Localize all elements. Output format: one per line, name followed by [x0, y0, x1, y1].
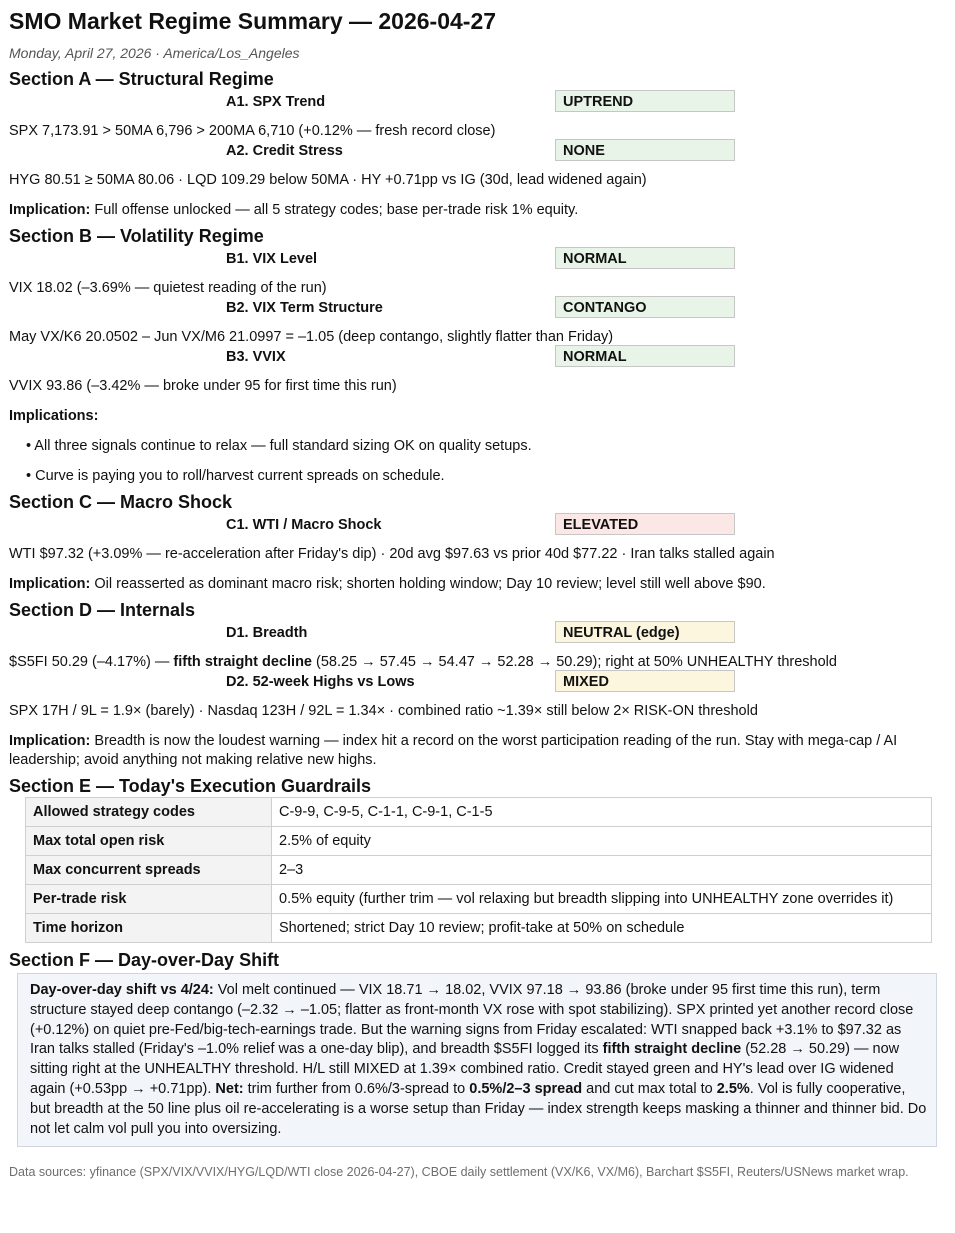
signal-b2-detail: May VX/K6 20.0502 – Jun VX/M6 21.0997 = –1.05 (deep contango, slightly flatter than Friday)	[9, 329, 614, 345]
signal-a2-status-badge: NONE	[555, 139, 735, 161]
section-d-title: Section D — Internals	[9, 600, 196, 620]
signal-a1-status-badge: UPTREND	[555, 90, 735, 112]
signal-a2-label: A2. Credit Stress	[226, 143, 343, 159]
guardrail-value: Shortened; strict Day 10 review; profit-take at 50% on schedule	[272, 914, 932, 943]
guardrail-key: Per-trade risk	[26, 885, 272, 914]
page-subtitle: Monday, April 27, 2026 · America/Los_Angeles	[9, 45, 300, 61]
section-f-title: Section F — Day-over-Day Shift	[9, 950, 280, 970]
signal-d2-label: D2. 52-week Highs vs Lows	[226, 674, 415, 690]
signal-d2-detail: SPX 17H / 9L = 1.9× (barely) · Nasdaq 123H / 92L = 1.34× · combined ratio ~1.39× still below 2× RISK-ON threshold	[9, 703, 758, 719]
signal-b3	[9, 345, 946, 369]
signal-b3-status-badge: NORMAL	[555, 345, 735, 367]
signal-b1-detail: VIX 18.02 (–3.69% — quietest reading of the run)	[9, 280, 327, 296]
signal-c1-status-badge: ELEVATED	[555, 513, 735, 535]
section-a-title: Section A — Structural Regime	[9, 69, 274, 89]
signal-b2	[9, 296, 946, 320]
implication-text: Full offense unlocked — all 5 strategy codes; base per-trade risk 1% equity.	[90, 202, 579, 218]
guardrail-key: Allowed strategy codes	[26, 798, 272, 827]
guardrail-value: 2–3	[272, 856, 932, 885]
table-row	[26, 827, 932, 856]
implication-text: Breadth is now the loudest warning — index hit a record on the worst participation reading of the run. Stay with mega-cap / AI leadership; avoid anything not making relative new highs.	[9, 733, 898, 768]
section-b-implications-label: Implications:	[9, 408, 99, 424]
implication-label: Implication:	[9, 202, 91, 218]
signal-b1	[9, 247, 946, 271]
signal-b1-label: B1. VIX Level	[226, 251, 318, 267]
implication-label: Implication:	[9, 576, 91, 592]
implication-label: Implication:	[9, 733, 91, 749]
signal-d1-status-badge: NEUTRAL (edge)	[555, 621, 735, 643]
section-c-title: Section C — Macro Shock	[9, 492, 233, 512]
signal-a1	[9, 90, 946, 114]
table-row	[26, 798, 932, 827]
guardrail-key: Max concurrent spreads	[26, 856, 272, 885]
page-title: SMO Market Regime Summary — 2026-04-27	[9, 8, 497, 34]
table-row	[26, 885, 932, 914]
guardrail-key: Time horizon	[26, 914, 272, 943]
signal-b1-status-badge: NORMAL	[555, 247, 735, 269]
guardrail-value: 2.5% of equity	[272, 827, 932, 856]
signal-d2-status-badge: MIXED	[555, 670, 735, 692]
section-a-implication	[9, 201, 946, 220]
signal-d1-label: D1. Breadth	[226, 625, 308, 641]
guardrail-value: C-9-9, C-9-5, C-1-1, C-9-1, C-1-5	[272, 798, 932, 827]
data-sources-footer: Data sources: yfinance (SPX/VIX/VVIX/HYG/LQD/WTI close 2026-04-27), CBOE daily settlement (VX/K6, VX/M6), Barchart $S5FI, Reuters/USNews market wrap.	[9, 1165, 909, 1180]
signal-c1	[9, 513, 946, 537]
section-c-implication	[9, 575, 946, 594]
signal-b3-detail: VVIX 93.86 (–3.42% — broke under 95 for first time this run)	[9, 378, 397, 394]
table-row	[26, 856, 932, 885]
signal-d1	[9, 621, 946, 645]
signal-b2-status-badge: CONTANGO	[555, 296, 735, 318]
table-row	[26, 914, 932, 943]
signal-c1-label: C1. WTI / Macro Shock	[226, 517, 382, 533]
signal-a2-detail: HYG 80.51 ≥ 50MA 80.06 · LQD 109.29 below 50MA · HY +0.71pp vs IG (30d, lead widened again)	[9, 172, 647, 188]
signal-b3-label: B3. VVIX	[226, 349, 286, 365]
signal-c1-detail: WTI $97.32 (+3.09% — re-acceleration after Friday's dip) · 20d avg $97.63 vs prior 40d $77.22 · Iran talks stalled again	[9, 546, 775, 562]
signal-d1-detail: $S5FI 50.29 (–4.17%) — fifth straight decline (58.25 → 57.45 → 54.47 → 52.28 → 50.29); right at 50% UNHEALTHY threshold	[9, 654, 837, 670]
implication-bullet: • All three signals continue to relax — full standard sizing OK on quality setups.	[26, 438, 532, 454]
section-e-title: Section E — Today's Execution Guardrails	[9, 776, 372, 796]
signal-a1-detail: SPX 7,173.91 > 50MA 6,796 > 200MA 6,710 (+0.12% — fresh record close)	[9, 123, 496, 139]
section-b-title: Section B — Volatility Regime	[9, 226, 264, 246]
day-over-day-shift-box: Day-over-day shift vs 4/24: Vol melt continued — VIX 18.71 → 18.02, VVIX 97.18 → 93.86 (broke under 95 first time this run), term structure stayed deep contango (–2.32 → –1.05; flatter as front-month VX rose with spot stabilizing). SPX printed yet another record close (+0.12%) on quiet pre-Fed/big-tech-earnings trade. But the warning signs from Friday escalated: WTI snapped back +3.1% to $97.32 as Iran talks stalled (Friday's –1.0% relief was a one-day blip), and breadth $S5FI logged its fifth straight decline (52.28 → 50.29) — now sitting right at the UNHEALTHY threshold. H/L still MIXED at 1.39× combined ratio. Credit stayed green and HY's lead over IG widened again (+0.53pp → +0.71pp). Net: trim further from 0.6%/3-spread to 0.5%/2–3 spread and cut max total to 2.5%. Vol is fully cooperative, but breadth at the 50 line plus oil re-accelerating is a worse setup than Friday — index strength keeps masking a thinner and thinner bid. Do not let calm vol pull you into oversizing.	[17, 973, 937, 1147]
signal-b2-label: B2. VIX Term Structure	[226, 300, 383, 316]
signal-a2	[9, 139, 946, 163]
guardrail-value: 0.5% equity (further trim — vol relaxing but breadth slipping into UNHEALTHY zone overrides it)	[272, 885, 932, 914]
implication-bullet: • Curve is paying you to roll/harvest current spreads on schedule.	[26, 468, 445, 484]
implication-text: Oil reasserted as dominant macro risk; shorten holding window; Day 10 review; level still well above $90.	[90, 576, 766, 592]
guardrails-table	[25, 797, 932, 943]
section-d-implication	[9, 732, 946, 770]
guardrail-key: Max total open risk	[26, 827, 272, 856]
signal-a1-label: A1. SPX Trend	[226, 94, 326, 110]
signal-d2	[9, 670, 946, 694]
